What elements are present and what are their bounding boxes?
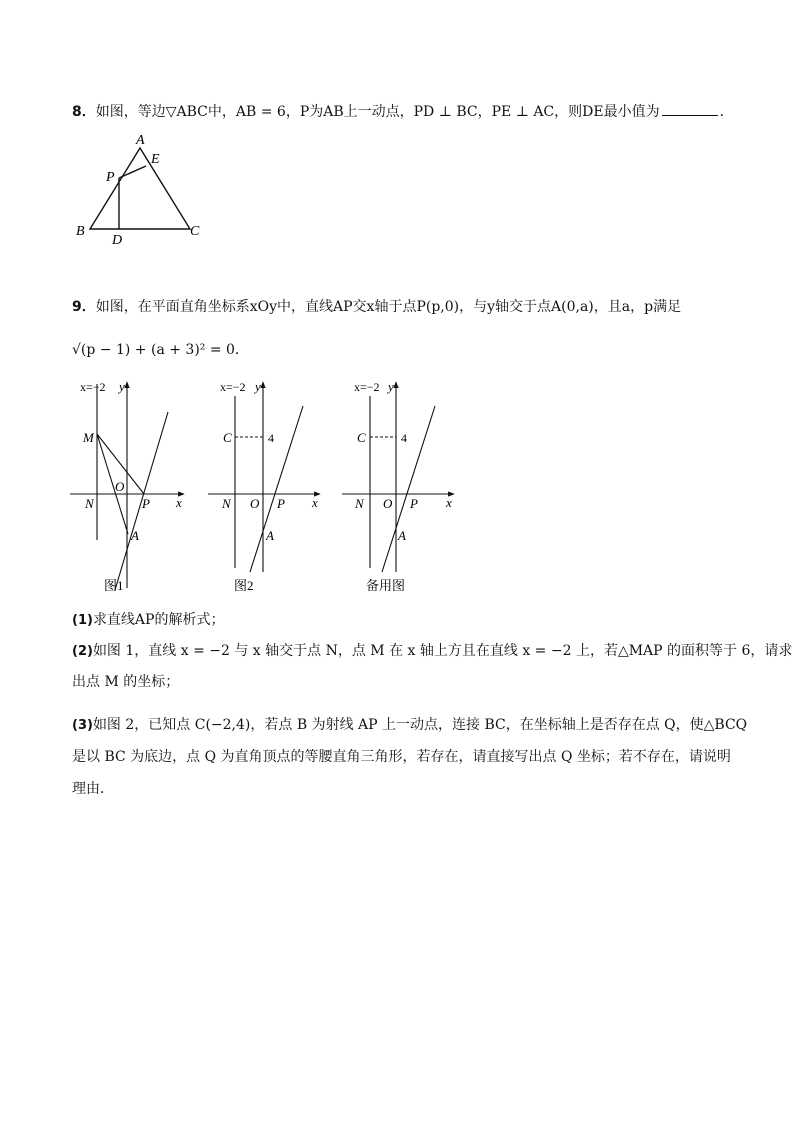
fig3-line-ap bbox=[382, 406, 435, 572]
q8-number: 8． bbox=[72, 104, 96, 120]
figure-2 bbox=[208, 379, 320, 593]
q9-part3-label: (3) bbox=[72, 718, 93, 733]
q8-text-b: ． bbox=[719, 104, 734, 120]
fig1-xeq-label: x=−2 bbox=[80, 380, 106, 394]
q9-line1 bbox=[72, 297, 681, 317]
fig1-o-label: O bbox=[115, 479, 125, 494]
fig3-four-label: 4 bbox=[401, 431, 407, 445]
q8-answer-blank bbox=[662, 101, 718, 116]
q9-part1-text: 求直线AP的解析式； bbox=[92, 612, 225, 628]
q9-part3-line2: 是以 BC 为底边，点 Q 为直角顶点的等腰直角三角形，若存在，请直接写出点 Q 坐标；若不存在，请说明 bbox=[72, 749, 731, 765]
q8-triangle-figure bbox=[70, 128, 210, 250]
fig1-x-label: x bbox=[176, 495, 182, 510]
fig3-c-label: C bbox=[357, 430, 366, 445]
label-c: C bbox=[190, 224, 200, 239]
fig1-p-label: P bbox=[142, 496, 150, 511]
q9-part3-text1: 如图 2，已知点 C(−2,4)，若点 B 为射线 AP 上一动点，连接 BC，在坐标轴上是否存在点 Q，使△BCQ bbox=[92, 717, 748, 733]
fig3-y-label: y bbox=[388, 379, 394, 394]
fig2-xeq-label: x=−2 bbox=[220, 380, 246, 394]
figure-spare bbox=[342, 379, 454, 593]
segment-pe bbox=[119, 166, 146, 178]
fig3-xeq-label: x=−2 bbox=[354, 380, 380, 394]
q9-figures bbox=[60, 372, 480, 600]
q9-statement: 如图，在平面直角坐标系xOy中，直线AP交x轴于点P(p,0)，与y轴交于点A(0,a)，且a，p满足 bbox=[95, 299, 682, 315]
fig1-m-label: M bbox=[83, 430, 94, 445]
q9-part2-line2: 出点 M 的坐标； bbox=[72, 674, 180, 690]
q9-part3-line3: 理由． bbox=[72, 781, 114, 797]
fig3-a-label: A bbox=[398, 528, 406, 543]
q9-part1 bbox=[72, 610, 224, 631]
fig2-y-label: y bbox=[255, 379, 261, 394]
fig2-c-label: C bbox=[223, 430, 232, 445]
triangle-abc bbox=[90, 148, 190, 229]
fig1-a-label: A bbox=[131, 528, 139, 543]
label-a: A bbox=[136, 133, 145, 148]
q9-part1-label: (1) bbox=[72, 613, 93, 628]
q8-text-a: 如图，等边▽ABC中，AB = 6，P为AB上一动点，PD ⊥ BC，PE ⊥ AC，则DE最小值为 bbox=[95, 104, 660, 120]
label-d: D bbox=[112, 233, 123, 248]
figure-1 bbox=[70, 379, 184, 593]
fig3-o-label: O bbox=[383, 496, 393, 511]
label-e: E bbox=[151, 152, 160, 167]
fig1-n-label: N bbox=[85, 496, 94, 511]
q9-line2: √(p − 1) + (a + 3)² = 0． bbox=[72, 342, 249, 358]
fig2-o-label: O bbox=[250, 496, 260, 511]
fig1-y-label: y bbox=[119, 379, 125, 394]
label-b: B bbox=[76, 224, 85, 239]
fig1-caption: 图1 bbox=[104, 578, 124, 593]
q9-number: 9． bbox=[72, 299, 96, 315]
fig2-x-label: x bbox=[312, 495, 318, 510]
q9-part2-text1: 如图 1，直线 x = −2 与 x 轴交于点 N，点 M 在 x 轴上方且在直线 x = −2 上，若△MAP 的面积等于 6，请求 bbox=[92, 643, 793, 659]
q9-part3-line1 bbox=[72, 715, 747, 736]
fig2-p-label: P bbox=[277, 496, 285, 511]
q9-part2-line1 bbox=[72, 641, 792, 662]
q8-text bbox=[72, 101, 734, 122]
fig3-p-label: P bbox=[410, 496, 418, 511]
fig3-caption: 备用图 bbox=[366, 578, 406, 593]
fig2-four-label: 4 bbox=[268, 431, 274, 445]
fig3-x-label: x bbox=[446, 495, 452, 510]
fig2-a-label: A bbox=[266, 528, 274, 543]
label-p: P bbox=[106, 170, 115, 185]
fig2-caption: 图2 bbox=[234, 578, 254, 593]
q9-part2-label: (2) bbox=[72, 644, 93, 659]
fig2-n-label: N bbox=[222, 496, 231, 511]
fig3-n-label: N bbox=[355, 496, 364, 511]
fig2-line-ap bbox=[250, 406, 303, 572]
